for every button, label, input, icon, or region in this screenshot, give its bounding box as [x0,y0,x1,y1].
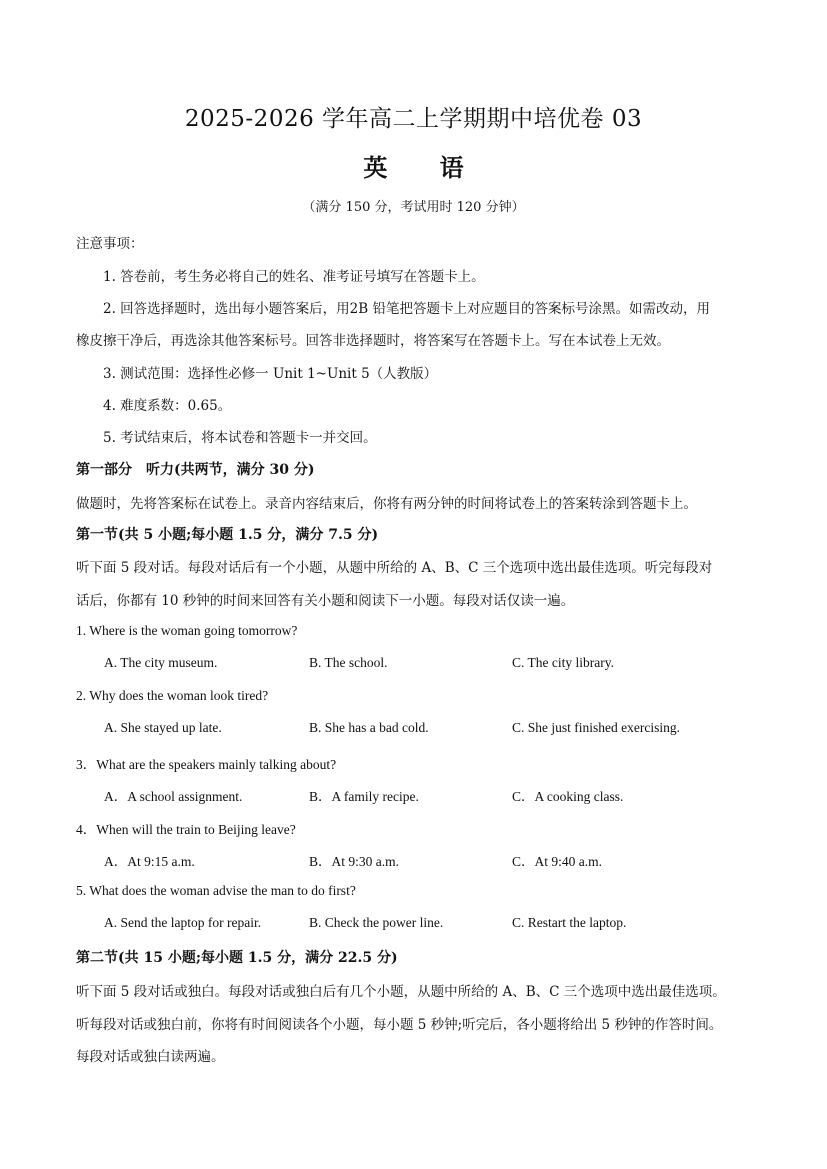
question-stem: 3．What are the speakers mainly talking about? [76,757,337,772]
notice-heading: 注意事项： [76,236,144,252]
subject-title: 英 语 [363,153,486,182]
notice-item: 2. 回答选择题时，选出每小题答案后，用2B 铅笔把答题卡上对应题目的答案标号涂黑。如需改动，用 [103,301,710,317]
option-a: A．At 9:15 a.m. [104,854,195,869]
notice-item-continued: 橡皮擦干净后，再选涂其他答案标号。回答非选择题时，将答案写在答题卡上。写在本试卷上无效。 [76,333,670,349]
exam-meta: （满分 150 分，考试用时 120 分钟） [302,200,525,215]
part1-heading: 第一部分 听力(共两节，满分 30 分) [76,462,315,478]
option-c: C．A cooking class. [512,789,624,804]
option-a: A. Send the laptop for repair. [104,915,262,930]
section2-heading: 第二节(共 15 小题;每小题 1.5 分，满分 22.5 分) [76,950,398,966]
notice-item: 4. 难度系数：0.65。 [103,398,232,414]
section1-intro: 听下面 5 段对话。每段对话后有一个小题，从题中所给的 A、B、C 三个选项中选出最佳选项。听完每段对 [76,560,713,576]
option-b: B. She has a bad cold. [309,720,429,735]
section1-intro: 话后，你都有 10 秒钟的时间来回答有关小题和阅读下一小题。每段对话仅读一遍。 [76,593,575,609]
option-a: A．A school assignment. [104,789,243,804]
question-stem: 4．When will the train to Beijing leave? [76,822,296,837]
section2-intro: 每段对话或独白读两遍。 [76,1049,225,1065]
option-c: C. Restart the laptop. [512,915,627,930]
section1-heading: 第一节(共 5 小题;每小题 1.5 分，满分 7.5 分) [76,527,379,543]
notice-item: 5. 考试结束后，将本试卷和答题卡一并交回。 [103,430,377,446]
option-c: C. She just finished exercising. [512,720,680,735]
notice-item: 3. 测试范围：选择性必修一 Unit 1~Unit 5（人教版） [103,366,438,382]
option-a: A. The city museum. [104,655,218,670]
question-stem: 5. What does the woman advise the man to do first? [76,883,356,898]
part1-intro: 做题时，先将答案标在试卷上。录音内容结束后，你将有两分钟的时间将试卷上的答案转涂到答题卡上。 [76,496,697,512]
option-b: B. Check the power line. [309,915,444,930]
option-c: C．At 9:40 a.m. [512,854,602,869]
option-b: B．At 9:30 a.m. [309,854,399,869]
option-c: C. The city library. [512,655,614,670]
notice-item: 1. 答卷前，考生务必将自己的姓名、准考证号填写在答题卡上。 [103,269,485,285]
option-b: B. The school. [309,655,388,670]
question-stem: 2. Why does the woman look tired? [76,688,269,703]
section2-intro: 听下面 5 段对话或独白。每段对话或独白后有几个小题，从题中所给的 A、B、C 三个选项中选出最佳选项。 [76,984,726,1000]
option-a: A. She stayed up late. [104,720,222,735]
section2-intro: 听每段对话或独白前，你将有时间阅读各个小题，每小题 5 秒钟;听完后，各小题将给出 5 秒钟的作答时间。 [76,1017,723,1033]
option-b: B．A family recipe. [309,789,419,804]
question-stem: 1. Where is the woman going tomorrow? [76,623,298,638]
exam-title: 2025-2026 学年高二上学期期中培优卷 03 [184,106,643,132]
